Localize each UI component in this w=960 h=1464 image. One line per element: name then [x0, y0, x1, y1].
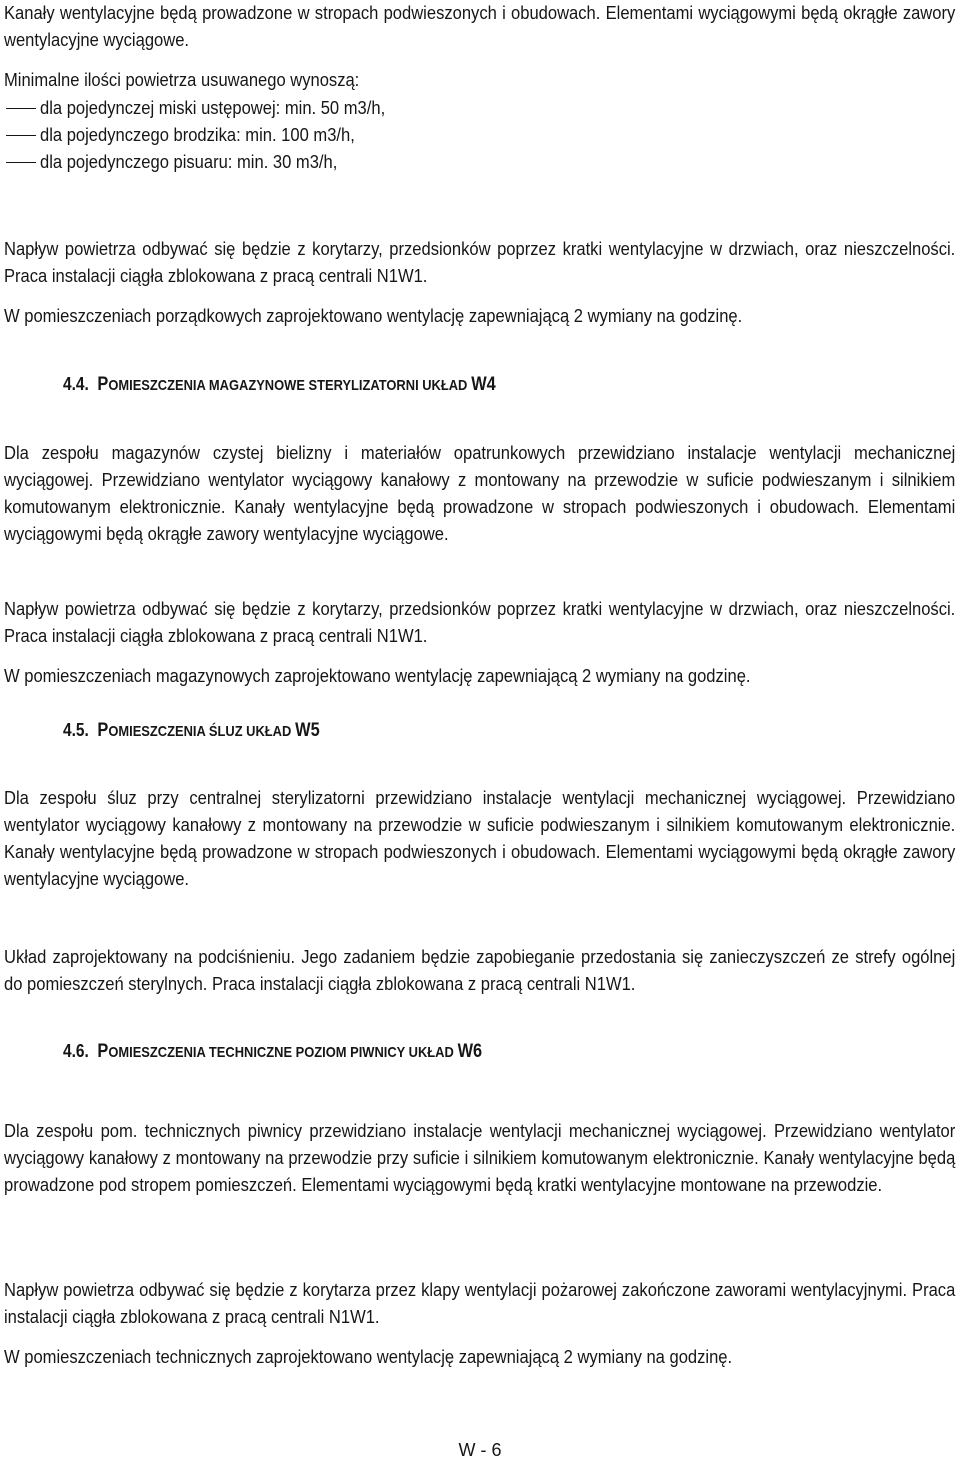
- intro-paragraph-supply-air: Napływ powietrza odbywać się będzie z korytarzy, przedsionków poprzez kratki wentylacyjne w drzwiach, oraz nieszczelności. Praca instalacji ciągła zblokowana z pracą centrali N1W1.: [4, 239, 956, 286]
- dash-bullet-icon: [6, 108, 36, 109]
- section-4-4-paragraph-2: Napływ powietrza odbywać się będzie z korytarzy, przedsionków poprzez kratki wentylacyjne w drzwiach, oraz nieszczelności. Praca instalacji ciągła zblokowana z pracą centrali N1W1.: [4, 599, 956, 646]
- intro-paragraph-cleaning-rooms: W pomieszczeniach porządkowych zaprojektowano wentylację zapewniającą 2 wymiany na godzinę.: [4, 306, 743, 326]
- intro-paragraph-ducts: Kanały wentylacyjne będą prowadzone w stropach podwieszonych i obudowach. Elementami wyciągowymi będą okrągłe zawory wentylacyjne wyciągowe.: [4, 3, 956, 50]
- section-4-6-paragraph-2: Napływ powietrza odbywać się będzie z korytarza przez klapy wentylacji pożarowej zakończone zaworami wentylacyjnymi. Praca instalacji ciągła zblokowana z pracą centrali N1W1.: [4, 1280, 956, 1327]
- intro-paragraph-air-amounts: Minimalne ilości powietrza usuwanego wynoszą:: [4, 70, 360, 90]
- section-4-4-paragraph-1: Dla zespołu magazynów czystej bielizny i materiałów opatrunkowych przewidziano instalacje wentylacji mechanicznej wyciągowej. Przewidziano wentylator wyciągowy kanałowy z montowany na przewodzie w suficie podwieszanym i silnikiem komutowanym elektronicznie. Kanały wentylacyjne będą prowadzone w stropach podwieszonych i obudowach. Elementami wyciągowymi będą okrągłe zawory wentylacyjne wyciągowe.: [4, 443, 956, 544]
- page-number: W - 6: [458, 1440, 502, 1460]
- section-heading-4-5: 4.5. POMIESZCZENIA ŚLUZ UKŁAD W5: [63, 720, 320, 741]
- document-page: Kanały wentylacyjne będą prowadzone w stropach podwieszonych i obudowach. Elementami wyciągowymi będą okrągłe zawory wentylacyjne wyciągowe. Minimalne ilości powietrza usuwanego wynoszą: dla pojedynczej miski ustępowej: min. 50 m3/h, dla pojedynczego brodzika: min. 100 m3/h, dla pojedynczego pisuaru: min. 30 m3/h, Napływ powietrza odbywać się będzie z korytarzy, przedsionków poprzez kratki wentylacyjne w drzwiach, oraz nieszczelności. Praca instalacji ciągła zblokowana z pracą centrali N1W1. W pomieszczeniach porządkowych zaprojektowano wentylację zapewniającą 2 wymiany na godzinę. 4.4. POMIESZCZENIA MAGAZYNOWE STERYLIZATORNI UKŁAD W4 Dla zespołu magazynów czystej bielizny i materiałów opatrunkowych przewidziano instalacje wentylacji mechanicznej wyciągowej. Przewidziano wentylator wyciągowy kanałowy z montowany na przewodzie w suficie podwieszanym i silnikiem komutowanym elektronicznie. Kanały wentylacyjne będą prowadzone w stropach podwieszonych i obudowach. Elementami wyciągowymi będą okrągłe zawory wentylacyjne wyciągowe. Napływ powietrza odbywać się będzie z korytarzy, przedsionków poprzez kratki wentylacyjne w drzwiach, oraz nieszczelności. Praca instalacji ciągła zblokowana z pracą centrali N1W1. W pomieszczeniach magazynowych zaprojektowano wentylację zapewniającą 2 wymiany na godzinę. 4.5. POMIESZCZENIA ŚLUZ UKŁAD W5 Dla zespołu śluz przy centralnej sterylizatorni przewidziano instalacje wentylacji mechanicznej wyciągowej. Przewidziano wentylator wyciągowy kanałowy z montowany na przewodzie w suficie podwieszanym i silnikiem komutowanym elektronicznie. Kanały wentylacyjne będą prowadzone w stropach podwieszonych i obudowach. Elementami wyciągowymi będą okrągłe zawory wentylacyjne wyciągowe. Układ zaprojektowany na podciśnieniu. Jego zadaniem będzie zapobieganie przedostania się zanieczyszczeń ze strefy ogólnej do pomieszczeń sterylnych. Praca instalacji ciągła zblokowana z pracą centrali N1W1. 4.6. POMIESZCZENIA TECHNICZNE POZIOM PIWNICY UKŁAD W6 Dla zespołu pom. technicznych piwnicy przewidziano instalacje wentylacji mechanicznej wyciągowej. Przewidziano wentylator wyciągowy kanałowy z montowany na przewodzie przy suficie i silnikiem komutowanym elektronicznie. Kanały wentylacyjne będą prowadzone pod stropem pomieszczeń. Elementami wyciągowymi będą kratki wentylacyjne montowane na przewodzie. Napływ powietrza odbywać się będzie z korytarza przez klapy wentylacji pożarowej zakończone zaworami wentylacyjnymi. Praca instalacji ciągła zblokowana z pracą centrali N1W1. W pomieszczeniach technicznych zaprojektowano wentylację zapewniającą 2 wymiany na godzinę. W - 6: [0, 0, 960, 1464]
- dash-bullet-icon: [6, 135, 36, 136]
- section-4-6-paragraph-1: Dla zespołu pom. technicznych piwnicy przewidziano instalacje wentylacji mechanicznej wyciągowej. Przewidziano wentylator wyciągowy kanałowy z montowany na przewodzie przy suficie i silnikiem komutowanym elektronicznie. Kanały wentylacyjne będą prowadzone pod stropem pomieszczeń. Elementami wyciągowymi będą kratki wentylacyjne montowane na przewodzie.: [4, 1121, 956, 1195]
- section-4-6-paragraph-3: W pomieszczeniach technicznych zaprojektowano wentylację zapewniającą 2 wymiany na godzinę.: [4, 1347, 733, 1367]
- dash-bullet-icon: [6, 162, 36, 163]
- section-4-4-paragraph-3: W pomieszczeniach magazynowych zaprojektowano wentylację zapewniającą 2 wymiany na godzinę.: [4, 666, 751, 686]
- section-heading-4-4: 4.4. POMIESZCZENIA MAGAZYNOWE STERYLIZATORNI UKŁAD W4: [63, 374, 496, 395]
- section-4-5-paragraph-2: Układ zaprojektowany na podciśnieniu. Jego zadaniem będzie zapobieganie przedostania się zanieczyszczeń ze strefy ogólnej do pomieszczeń sterylnych. Praca instalacji ciągła zblokowana z pracą centrali N1W1.: [4, 947, 956, 994]
- section-4-5-paragraph-1: Dla zespołu śluz przy centralnej sterylizatorni przewidziano instalacje wentylacji mechanicznej wyciągowej. Przewidziano wentylator wyciągowy kanałowy z montowany na przewodzie w suficie podwieszanym i silnikiem komutowanym elektronicznie. Kanały wentylacyjne będą prowadzone w stropach podwieszonych i obudowach. Elementami wyciągowymi będą okrągłe zawory wentylacyjne wyciągowe.: [4, 788, 956, 889]
- section-heading-4-6: 4.6. POMIESZCZENIA TECHNICZNE POZIOM PIWNICY UKŁAD W6: [63, 1041, 483, 1062]
